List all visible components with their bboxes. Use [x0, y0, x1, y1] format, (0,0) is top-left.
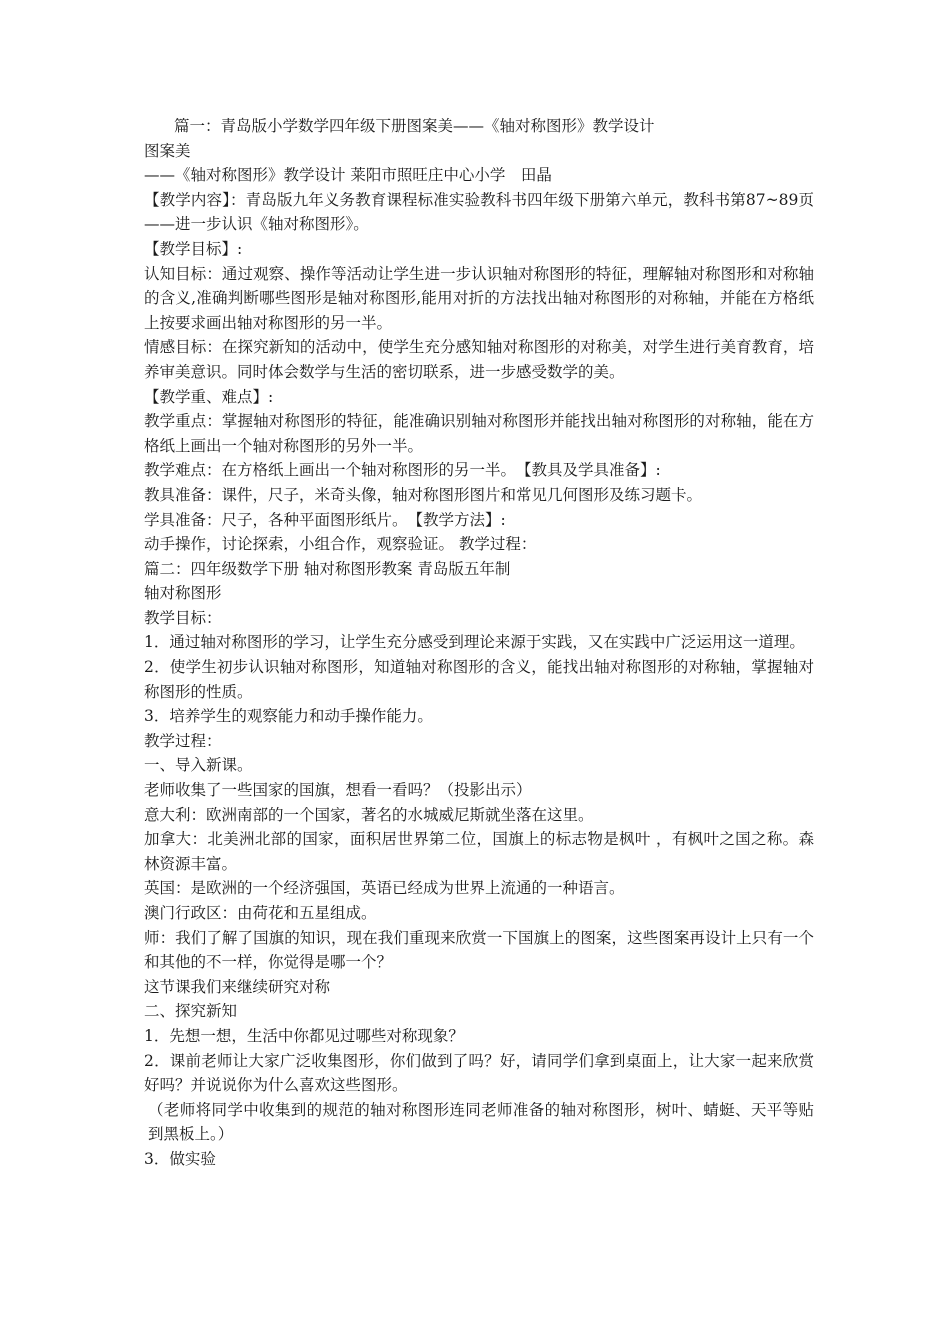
heading-goals-2: 教学目标： [144, 608, 222, 627]
list-item-goal-3: 3．培养学生的观察能力和动手操作能力。 [144, 707, 433, 726]
document-page [140, 114, 814, 1172]
paragraph-methods: 动手操作，讨论探索，小组合作，观察验证。 教学过程： [144, 535, 537, 554]
paragraph-teaching-content: 【教学内容】：青岛版九年义务教育课程标准实验教科书四年级下册第六单元，教科书第87~89页——进一步认识《轴对称图形》。 [144, 190, 814, 234]
subtitle-author: ——《轴对称图形》教学设计 莱阳市照旺庄中心小学 田晶 [144, 166, 552, 185]
list-item-goal-1: 1．通过轴对称图形的学习，让学生充分感受到理论来源于实践，又在实践中广泛运用这一道理。 [144, 633, 805, 652]
paragraph-macau: 澳门行政区：由荷花和五星组成。 [144, 904, 377, 922]
list-item-explore-1: 1．先想一想，生活中你都见过哪些对称现象？ [144, 1026, 464, 1045]
paragraph-canada: 加拿大：北美洲北部的国家，面积居世界第二位，国旗上的标志物是枫叶 ，有枫叶之国之称。森林资源丰富。 [144, 830, 814, 873]
paragraph-key-point: 教学重点：掌握轴对称图形的特征，能准确识别轴对称图形并能找出轴对称图形的对称轴，能在方格纸上画出一个轴对称图形的另外一半。 [144, 412, 814, 455]
paragraph-note: （老师将同学中收集到的规范的轴对称图形连同老师准备的轴对称图形，树叶、蜻蜓、天平等贴到黑板上。） [148, 1100, 814, 1144]
paragraph-italy: 意大利：欧洲南部的一个国家，著名的水城威尼斯就坐落在这里。 [144, 805, 594, 824]
paragraph-flags: 老师收集了一些国家的国旗，想看一看吗？（投影出示） [144, 781, 532, 800]
heading-pattern-beauty: 图案美 [144, 141, 191, 160]
heading-key-points: 【教学重、难点】: [144, 387, 274, 406]
paragraph-teacher-tools: 教具准备：课件，尺子，米奇头像，轴对称图形图片和常见几何图形及练习题卡。 [144, 485, 703, 504]
paragraph-emotional-goal: 情感目标：在探究新知的活动中，使学生充分感知轴对称图形的对称美，对学生进行美育教育，培养审美意识。同时体会数学与生活的密切联系，进一步感受数学的美。 [144, 338, 814, 381]
paragraph-student-tools: 学具准备：尺子，各种平面图形纸片。 【教学方法】: [144, 510, 506, 529]
heading-teaching-goals: 【教学目标】: [144, 239, 243, 258]
heading-axis-symmetry: 轴对称图形 [144, 584, 222, 603]
heading-explore: 二、探究新知 [144, 1002, 238, 1021]
heading-intro: 一、导入新课。 [144, 756, 253, 775]
heading-process: 教学过程： [144, 731, 222, 750]
section-title-2: 篇二：四年级数学下册 轴对称图形教案 青岛版五年制 [144, 559, 511, 578]
paragraph-uk: 英国：是欧洲的一个经济强国，英语已经成为世界上流通的一种语言。 [144, 879, 625, 898]
section-title-1: 篇一：青岛版小学数学四年级下册图案美——《轴对称图形》教学设计 [174, 117, 655, 135]
list-item-explore-3: 3．做实验 [144, 1149, 216, 1168]
paragraph-cognitive-goal: 认知目标：通过观察、操作等活动让学生进一步认识轴对称图形的特征，理解轴对称图形和对称轴的含义,准确判断哪些图形是轴对称图形,能用对折的方法找出轴对称图形的对称轴，并能在方格纸上按要求画出轴对称图形的另一半。 [144, 264, 814, 332]
list-item-explore-2: 2．课前老师让大家广泛收集图形，你们做到了吗？好，请同学们拿到桌面上，让大家一起来欣赏好吗？并说说你为什么喜欢这些图形。 [144, 1051, 814, 1095]
paragraph-difficulty: 教学难点：在方格纸上画出一个轴对称图形的另一半。 【教具及学具准备】: [144, 461, 661, 480]
list-item-goal-2: 2．使学生初步认识轴对称图形，知道轴对称图形的含义，能找出轴对称图形的对称轴，掌握轴对称图形的性质。 [144, 658, 814, 701]
paragraph-continue: 这节课我们来继续研究对称 [144, 977, 331, 996]
paragraph-teacher-question: 师：我们了解了国旗的知识，现在我们重现来欣赏一下国旗上的图案，这些图案再设计上只有一个和其他的不一样，你觉得是哪一个？ [144, 928, 814, 972]
